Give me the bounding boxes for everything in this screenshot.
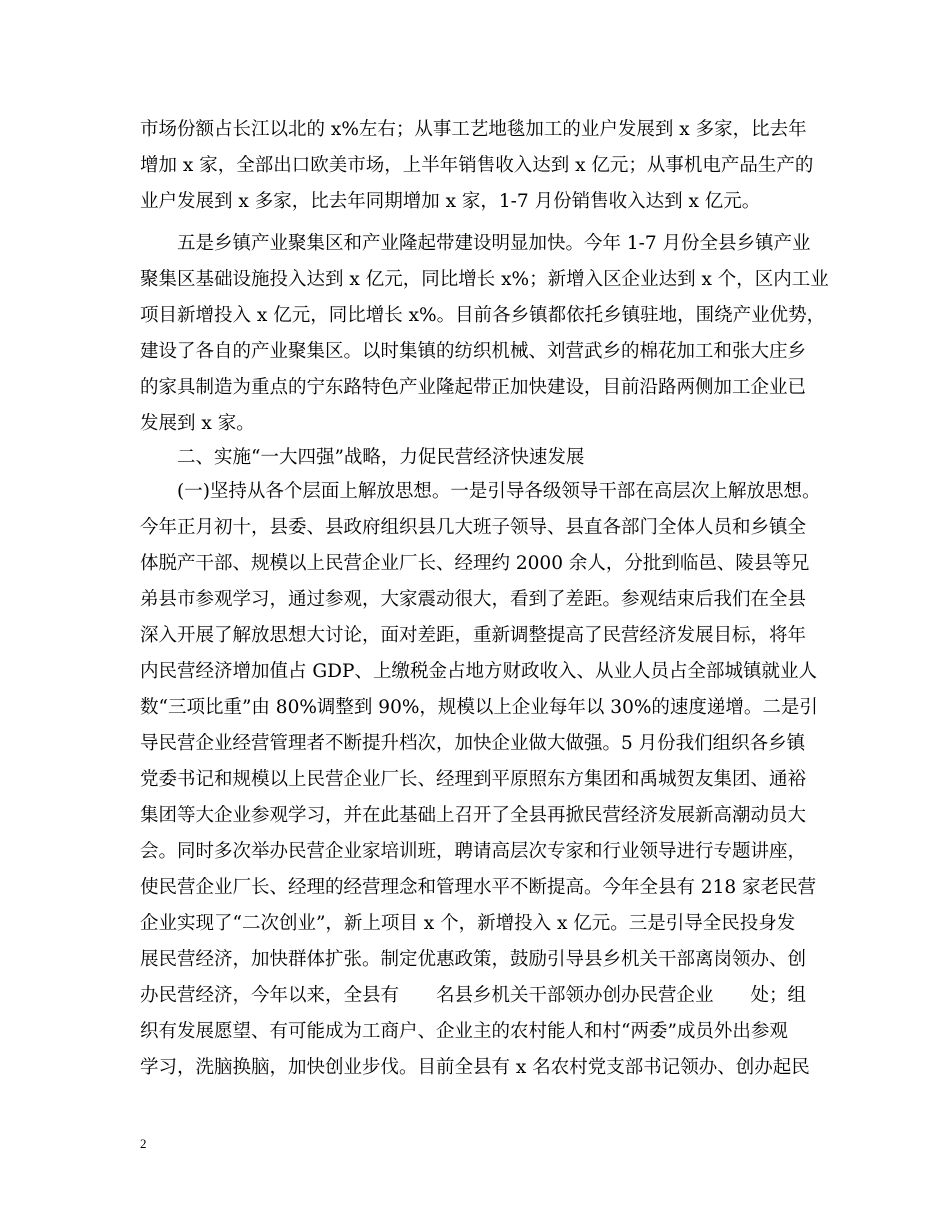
body-text-line: 体脱产干部、规模以上民营企业厂长、经理约 2000 余人，分批到临邑、陵县等兄 (140, 553, 810, 574)
body-text-line: 展民营经济，加快群体扩张。制定优惠政策，鼓励引导县乡机关干部离岗领办、创 (140, 949, 807, 970)
body-text-line: 会。同时多次举办民营企业家培训班，聘请高层次专家和行业领导进行专题讲座， (140, 841, 807, 862)
body-text-line: 织有发展愿望、有可能成为工商户、企业主的农村能人和村“两委”成员外出参观 (140, 1021, 788, 1042)
body-text-line: 发展到 x 家。 (140, 413, 255, 434)
body-text-line: 项目新增投入 x 亿元，同比增长 x%。目前各乡镇都依托乡镇驻地，围绕产业优势， (140, 305, 826, 326)
body-text-line: 今年正月初十，县委、县政府组织县几大班子领导、县直各部门全体人员和乡镇全 (140, 517, 807, 538)
body-text-line: 聚集区基础设施投入达到 x 亿元，同比增长 x%；新增入区企业达到 x 个，区内工业 (140, 269, 829, 290)
body-text-line: 办民营经济，今年以来，全县有 名县乡机关干部领办创办民营企业 处；组 (140, 985, 807, 1006)
body-text-line: 建设了各自的产业聚集区。以时集镇的纺织机械、刘营武乡的棉花加工和张大庄乡 (140, 341, 807, 362)
body-text-line: 使民营企业厂长、经理的经营理念和管理水平不断提高。今年全县有 218 家老民营 (140, 877, 817, 898)
section-heading: 二、实施“一大四强”战略，力促民营经济快速发展 (177, 447, 585, 468)
body-text-line: 学习，洗脑换脑，加快创业步伐。目前全县有 x 名农村党支部书记领办、创办起民 (140, 1057, 810, 1078)
body-text-line: 数“三项比重”由 80%调整到 90%，规模以上企业每年以 30%的速度递增。二是引 (140, 697, 818, 718)
body-text-line: 五是乡镇产业聚集区和产业隆起带建设明显加快。今年 1-7 月份全县乡镇产业 (177, 233, 811, 254)
body-text-line: 集团等大企业参观学习，并在此基础上召开了全县再掀民营经济发展新高潮动员大 (140, 805, 807, 826)
page-number: 2 (140, 1136, 147, 1151)
body-text-line: 深入开展了解放思想大讨论，面对差距，重新调整提高了民营经济发展目标，将年 (140, 625, 807, 646)
body-text-line: 增加 x 家，全部出口欧美市场，上半年销售收入达到 x 亿元；从事机电产品生产的 (140, 155, 814, 176)
body-text-line: 内民营经济增加值占 GDP、上缴税金占地方财政收入、从业人员占全部城镇就业人 (140, 661, 817, 682)
body-text-line: 企业实现了“二次创业”，新上项目 x 个，新增投入 x 亿元。三是引导全民投身发 (140, 913, 796, 934)
subsection-heading-line: (一)坚持从各个层面上解放思想。一是引导各级领导干部在高层次上解放思想。 (177, 481, 821, 502)
body-text-line: 导民营企业经营管理者不断提升档次，加快企业做大做强。5 月份我们组织各乡镇 (140, 733, 806, 754)
body-text-line: 弟县市参观学习，通过参观，大家震动很大，看到了差距。参观结束后我们在全县 (140, 589, 807, 610)
body-text-line: 业户发展到 x 多家，比去年同期增加 x 家，1-7 月份销售收入达到 x 亿元。 (140, 191, 761, 212)
body-text-line: 市场份额占长江以北的 x%左右；从事工艺地毯加工的业户发展到 x 多家，比去年 (140, 119, 807, 140)
body-text-line: 的家具制造为重点的宁东路特色产业隆起带正加快建设，目前沿路两侧加工企业已 (140, 377, 807, 398)
body-text-line: 党委书记和规模以上民营企业厂长、经理到平原照东方集团和禹城贺友集团、通裕 (140, 769, 807, 790)
